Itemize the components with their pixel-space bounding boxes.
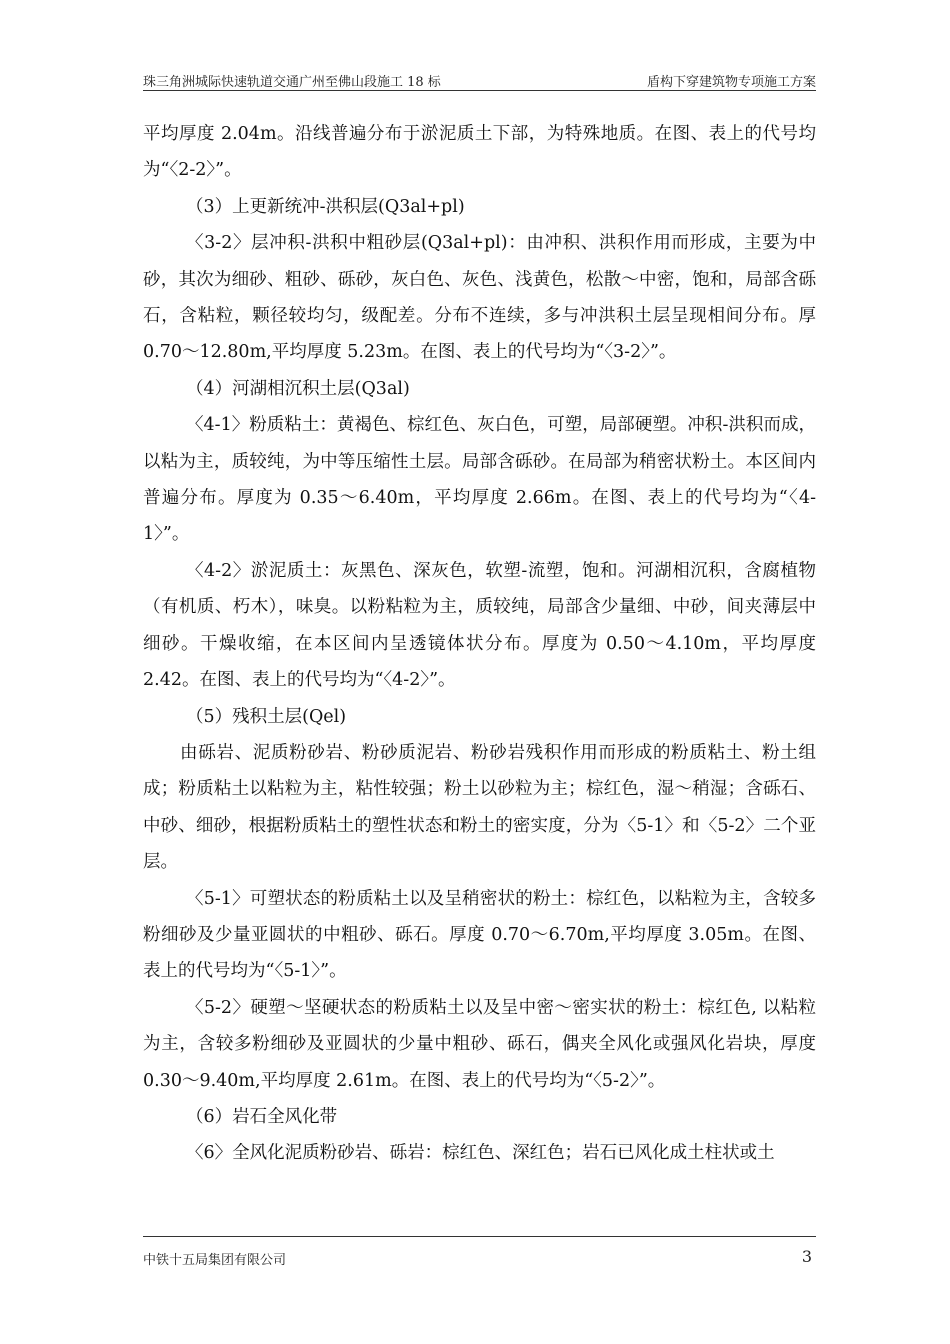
paragraph-layer-2-2-continued: 平均厚度 2.04m。沿线普遍分布于淤泥质土下部，为特殊地质。在图、表上的代号均为“〈2-2〉”。 xyxy=(143,124,816,181)
section-heading-3: （3）上更新统冲-洪积层(Q3al+pl) xyxy=(186,196,465,217)
footer-company: 中铁十五局集团有限公司 xyxy=(143,1253,287,1268)
section-heading-6: （6）岩石全风化带 xyxy=(186,1106,338,1127)
paragraph-layer-5-2: 〈5-2〉硬塑～坚硬状态的粉质粘土以及呈中密～密实状的粉土：棕红色, 以粘粒为主，含较多粉细砂及亚圆状的少量中粗砂、砾石，偶夹全风化或强风化岩块，厚度 0.30～9.40m,平均厚度 2.61m。在图、表上的代号均为“〈5-2〉”。 xyxy=(143,997,816,1091)
document-body xyxy=(143,116,816,1172)
section-heading-5: （5）残积土层(Qel) xyxy=(186,706,347,727)
page-footer xyxy=(143,1236,816,1267)
header-document-title: 盾构下穿建筑物专项施工方案 xyxy=(646,75,816,90)
paragraph-residual-soil: 由砾岩、泥质粉砂岩、粉砂质泥岩、粉砂岩残积作用而形成的粉质粘土、粉土组成；粉质粘土以粘粒为主，粘性较强；粉土以砂粒为主；棕红色，湿～稍湿；含砾石、中砂、细砂，根据粉质粘土的塑性状态和粉土的密实度，分为〈5-1〉和〈5-2〉二个亚层。 xyxy=(143,742,816,873)
section-heading-4: （4）河湖相沉积土层(Q3al) xyxy=(186,378,410,399)
page-number: 3 xyxy=(801,1247,812,1266)
page-header xyxy=(143,68,816,91)
paragraph-layer-6: 〈6〉全风化泥质粉砂岩、砾岩：棕红色、深红色；岩石已风化成土柱状或土 xyxy=(186,1143,775,1164)
paragraph-layer-4-2: 〈4-2〉淤泥质土：灰黑色、深灰色，软塑-流塑，饱和。河湖相沉积，含腐植物（有机质、朽木），味臭。以粉粘粒为主，质较纯，局部含少量细、中砂，间夹薄层中细砂。干燥收缩，在本区间内呈透镜体状分布。厚度为 0.50～4.10m，平均厚度 2.42。在图、表上的代号均为“〈4-2〉”。 xyxy=(143,560,816,691)
header-project-title: 珠三角洲城际快速轨道交通广州至佛山段施工 18 标 xyxy=(143,75,441,90)
paragraph-layer-4-1: 〈4-1〉粉质粘土：黄褐色、棕红色、灰白色，可塑，局部硬塑。冲积-洪积而成，以粘为主，质较纯，为中等压缩性土层。局部含砾砂。在局部为稍密状粉土。本区间内普遍分布。厚度为 0.35～6.40m，平均厚度 2.66m。在图、表上的代号均为“〈4-1〉”。 xyxy=(143,415,816,545)
paragraph-layer-3-2: 〈3-2〉层冲积-洪积中粗砂层(Q3al+pl)：由冲积、洪积作用而形成，主要为中砂，其次为细砂、粗砂、砾砂，灰白色、灰色、浅黄色，松散～中密，饱和，局部含砾石，含粘粒，颗径较均匀，级配差。分布不连续，多与冲洪积土层呈现相间分布。厚 0.70～12.80m,平均厚度 5.23m。在图、表上的代号均为“〈3-2〉”。 xyxy=(143,233,816,363)
paragraph-layer-5-1: 〈5-1〉可塑状态的粉质粘土以及呈稍密状的粉土：棕红色，以粘粒为主，含较多粉细砂及少量亚圆状的中粗砂、砾石。厚度 0.70～6.70m,平均厚度 3.05m。在图、表上的代号均为“〈5-1〉”。 xyxy=(143,888,816,982)
